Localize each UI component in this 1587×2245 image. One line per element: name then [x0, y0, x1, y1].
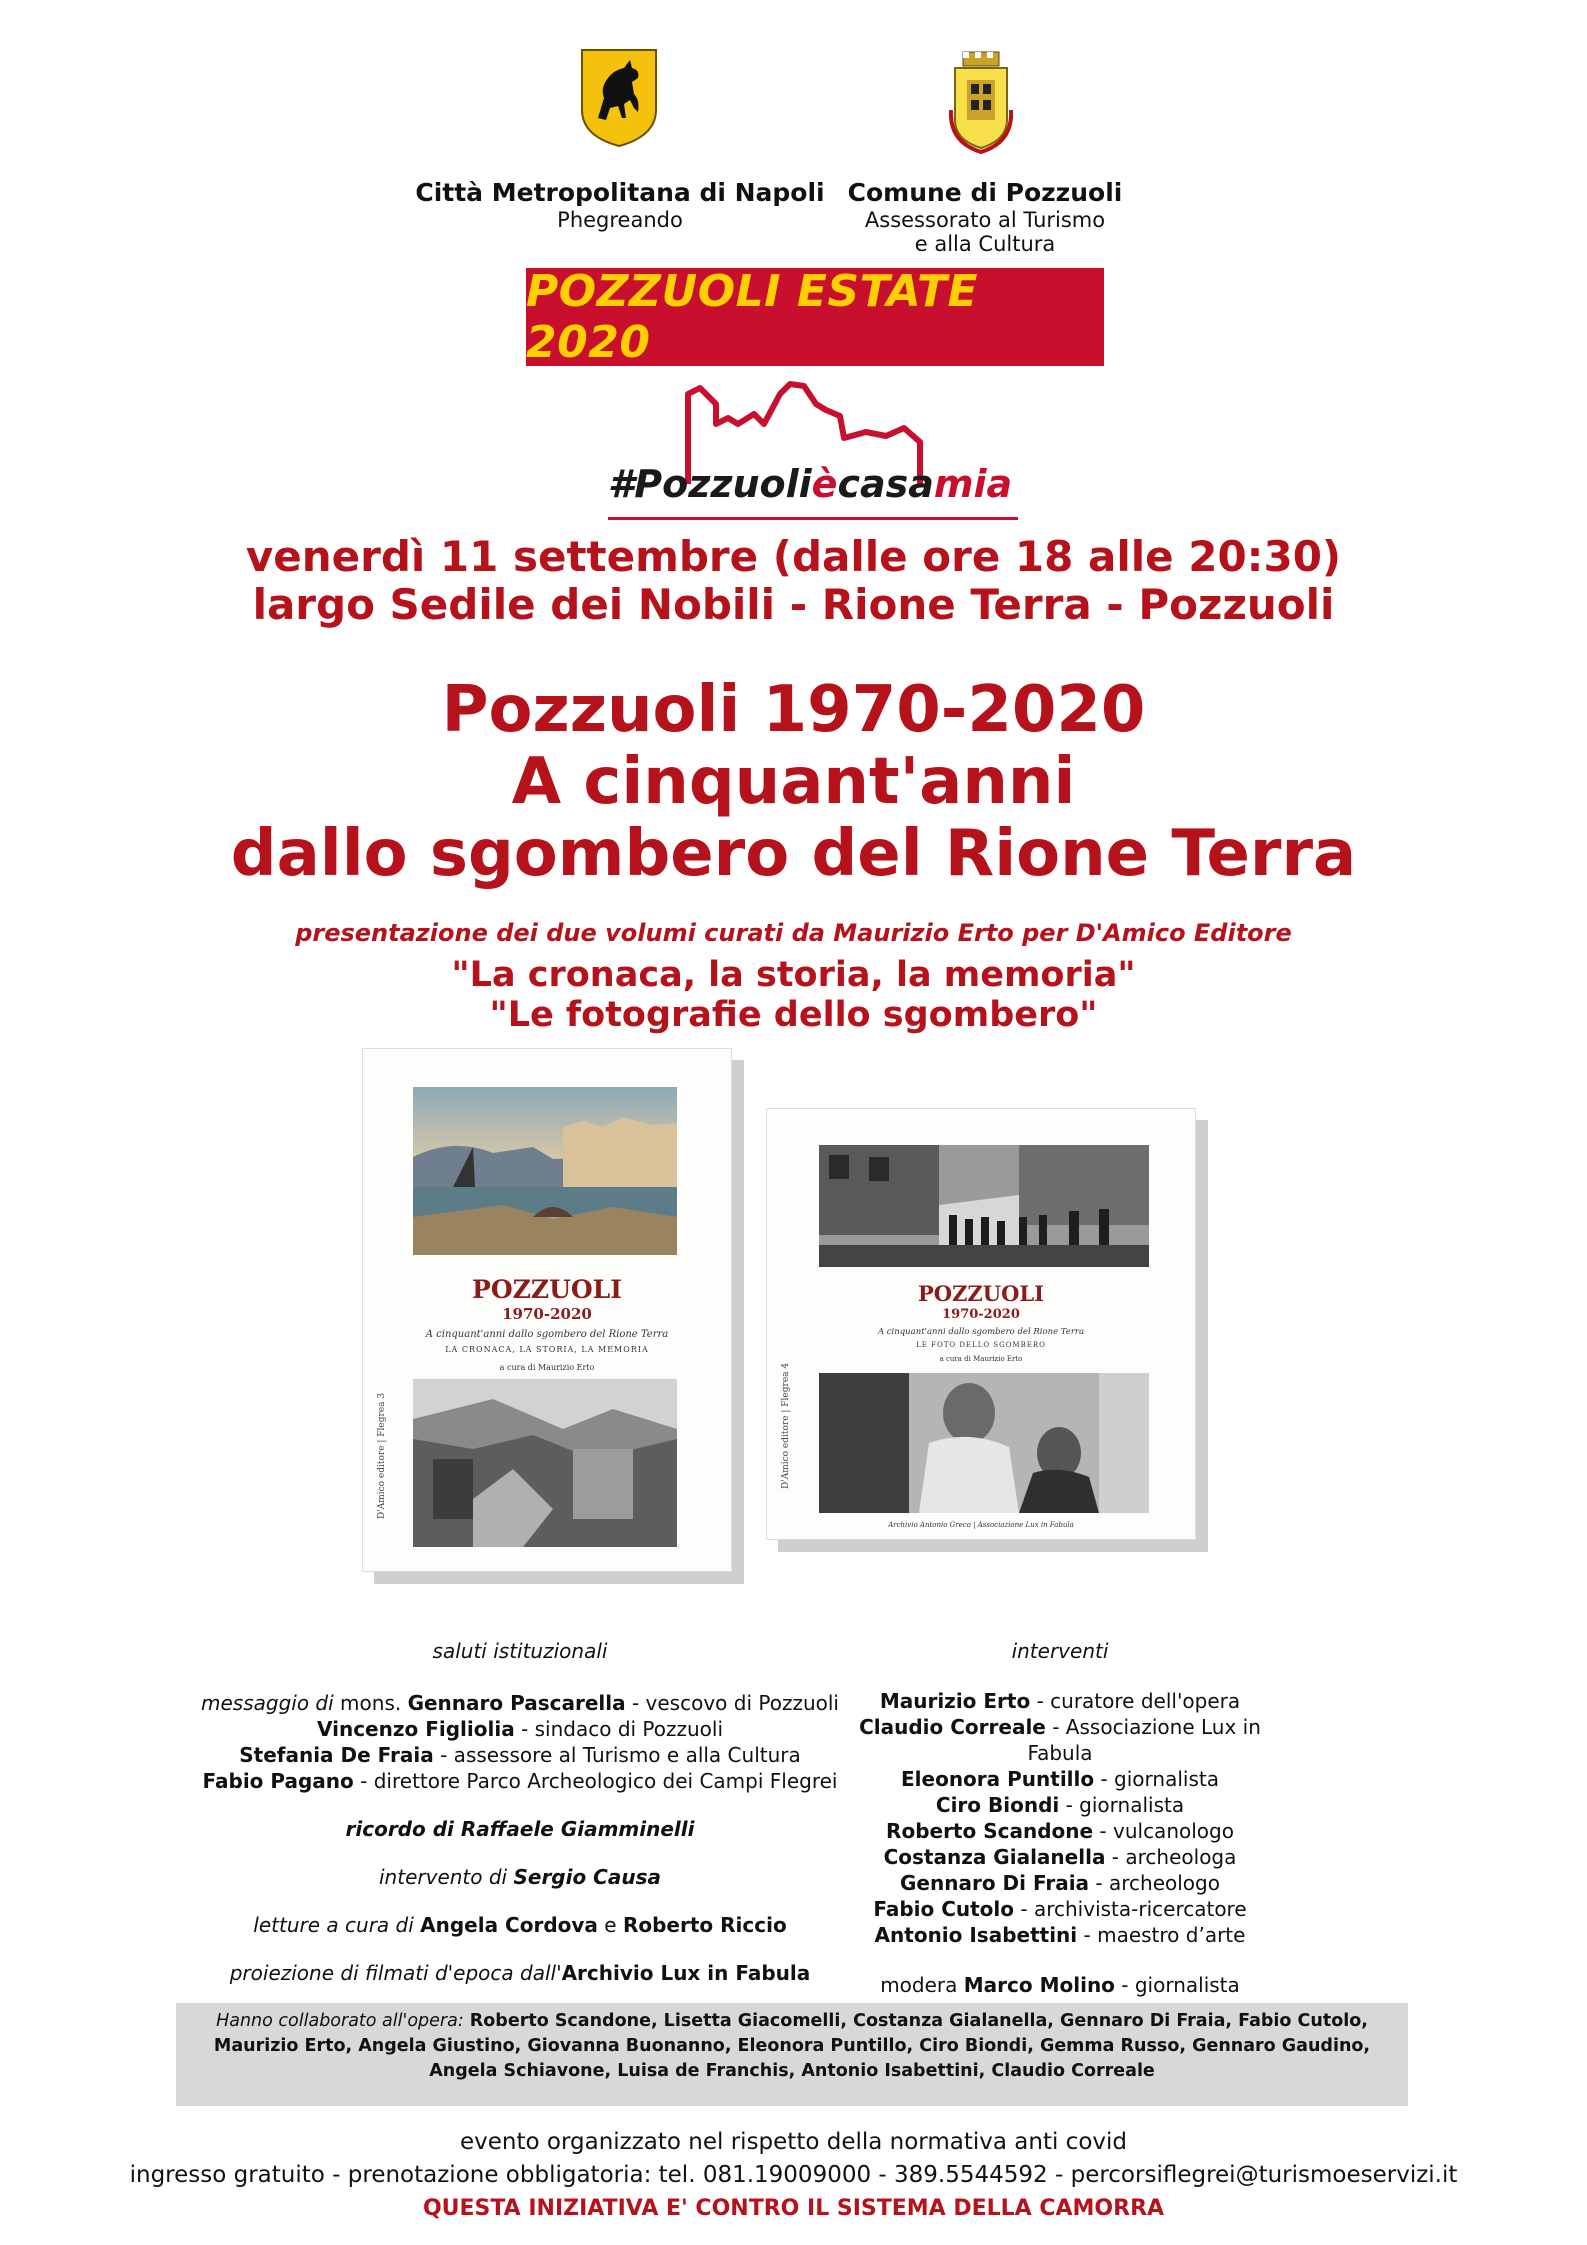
- covid-note: evento organizzato nel rispetto della normativa anti covid: [459, 2129, 1127, 2155]
- metro-city-block: [400, 178, 840, 232]
- intervento-line: intervento di Sergio Causa: [379, 1865, 661, 1889]
- left-heading: saluti istituzionali: [432, 1639, 608, 1663]
- comune-sub-1: Assessorato al Turismo: [864, 208, 1106, 232]
- book1-spine: D'Amico editore | Flegrea 3: [377, 1392, 387, 1519]
- bishop-message: messaggio di mons. Gennaro Pascarella - vescovo di Pozzuoli: [201, 1691, 839, 1715]
- speaker-item: Roberto Scandone - vulcanologo: [886, 1819, 1234, 1843]
- event-place: largo Sedile dei Nobili - Rione Terra - Pozzuoli: [252, 580, 1335, 629]
- speaker-mayor: Vincenzo Figliolia - sindaco di Pozzuoli: [316, 1717, 724, 1741]
- city-crest-icon: [949, 50, 1013, 154]
- book2-subtitle: A cinquant'anni dallo sgombero del Rione Terra: [877, 1327, 1085, 1337]
- collab-label: Hanno collaborato all'opera:: [216, 2011, 464, 2031]
- speaker-item: Antonio Isabettini - maestro d’arte: [874, 1923, 1246, 1947]
- presentation-intro: presentazione dei due volumi curati da Maurizio Erto per D'Amico Editore: [295, 919, 1292, 947]
- book1-subtitle: A cinquant'anni dallo sgombero del Rione Terra: [425, 1329, 669, 1340]
- volume-2-title: "Le fotografie dello sgombero": [489, 995, 1098, 1035]
- program-left: [190, 1638, 850, 1986]
- title-line-2: A cinquant'anni: [511, 745, 1076, 819]
- speaker-item: Eleonora Puntillo - giornalista: [901, 1767, 1219, 1791]
- title-line-3: dallo sgombero del Rione Terra: [230, 817, 1357, 891]
- hashtag-part-d: mia: [933, 462, 1013, 506]
- moderator-line: modera Marco Molino - giornalista: [880, 1973, 1240, 1997]
- banner-text: POZZUOLI ESTATE 2020: [526, 266, 979, 368]
- hashtag-logo: [600, 462, 1020, 506]
- comune-block: [830, 178, 1140, 256]
- cover-photo: [413, 1379, 677, 1547]
- program-right: [830, 1638, 1290, 1998]
- book1-curator: a cura di Maurizio Erto: [499, 1363, 595, 1372]
- speaker-director: Fabio Pagano - direttore Parco Archeologico dei Campi Flegrei: [202, 1769, 838, 1793]
- volume-1-title: "La cronaca, la storia, la memoria": [451, 955, 1136, 995]
- speaker-councillor: Stefania De Fraia - assessore al Turismo e alla Cultura: [239, 1743, 801, 1767]
- event-banner: [526, 268, 1104, 366]
- book2-title: POZZUOLI: [918, 1281, 1044, 1306]
- book1-title: POZZUOLI: [472, 1275, 622, 1304]
- hashtag-part-b: è: [811, 462, 838, 506]
- hashtag-part-a: #Pozzuoli: [607, 462, 812, 506]
- speaker-item: Costanza Gialanella - archeologa: [883, 1845, 1237, 1869]
- comune-sub-2: e alla Cultura: [914, 232, 1056, 256]
- book-cover-2: [766, 1108, 1196, 1540]
- book2-caps: LE FOTO DELLO SGOMBERO: [916, 1341, 1046, 1349]
- speaker-item: Ciro Biondi - giornalista: [935, 1793, 1185, 1817]
- cover-photo-top: [819, 1145, 1149, 1267]
- speaker-item: Gennaro Di Fraia - archeologo: [900, 1871, 1220, 1895]
- book2-years: 1970-2020: [942, 1307, 1020, 1322]
- book2-credit: Archivio Antonio Greco | Associazione Lux in Fabula: [888, 1521, 1074, 1529]
- letture-line: letture a cura di Angela Cordova e Roberto Riccio: [253, 1913, 787, 1937]
- cover-painting: [413, 1087, 677, 1255]
- cover-photo-bottom: [819, 1373, 1149, 1513]
- book2-curator: a cura di Maurizio Erto: [939, 1355, 1023, 1363]
- right-heading: interventi: [1011, 1639, 1109, 1663]
- title-line-1: Pozzuoli 1970-2020: [441, 673, 1146, 747]
- anti-camorra-note: QUESTA INIZIATIVA E' CONTRO IL SISTEMA DELLA CAMORRA: [422, 2196, 1165, 2221]
- horse-crest-icon: [580, 48, 658, 148]
- hashtag-part-c: casa: [837, 462, 934, 506]
- speaker-item: Claudio Correale - Associazione Lux in Fabula: [859, 1715, 1261, 1765]
- book-cover-1: [362, 1048, 732, 1572]
- collab-line-2: Maurizio Erto, Angela Giustino, Giovanna Buonanno, Eleonora Puntillo, Ciro Biondi, Gemma Russo, Gennaro Gaudino,: [213, 2036, 1371, 2056]
- booking-info: ingresso gratuito - prenotazione obbligatoria: tel. 081.19009000 - 389.5544592 - percorsiflegrei@turismoeservizi.it: [129, 2162, 1458, 2188]
- comune-name: Comune di Pozzuoli: [847, 178, 1123, 207]
- ricordo-line: ricordo di Raffaele Giamminelli: [345, 1817, 695, 1841]
- collab-line-1: Hanno collaborato all'opera: Roberto Scandone, Lisetta Giacomelli, Costanza Gialanella, Gennaro Di Fraia, Fabio Cutolo,: [216, 2011, 1368, 2031]
- metro-city-name: Città Metropolitana di Napoli: [415, 178, 825, 207]
- event-date: venerdì 11 settembre (dalle ore 18 alle 20:30): [245, 532, 1342, 581]
- book2-spine: D'Amico editore | Flegrea 4: [781, 1362, 791, 1489]
- speaker-item: Maurizio Erto - curatore dell'opera: [879, 1689, 1241, 1713]
- collaborators-box: [176, 2003, 1408, 2106]
- proiezione-line: proiezione di filmati d'epoca dall'Archivio Lux in Fabula: [229, 1961, 811, 1985]
- book1-caps: LA CRONACA, LA STORIA, LA MEMORIA: [445, 1345, 649, 1354]
- metro-city-sub: Phegreando: [557, 208, 683, 232]
- book1-years: 1970-2020: [502, 1305, 592, 1323]
- speaker-item: Fabio Cutolo - archivista-ricercatore: [873, 1897, 1247, 1921]
- hashtag-underline: [608, 517, 1018, 520]
- collab-line-3: Angela Schiavone, Luisa de Franchis, Antonio Isabettini, Claudio Correale: [429, 2061, 1155, 2081]
